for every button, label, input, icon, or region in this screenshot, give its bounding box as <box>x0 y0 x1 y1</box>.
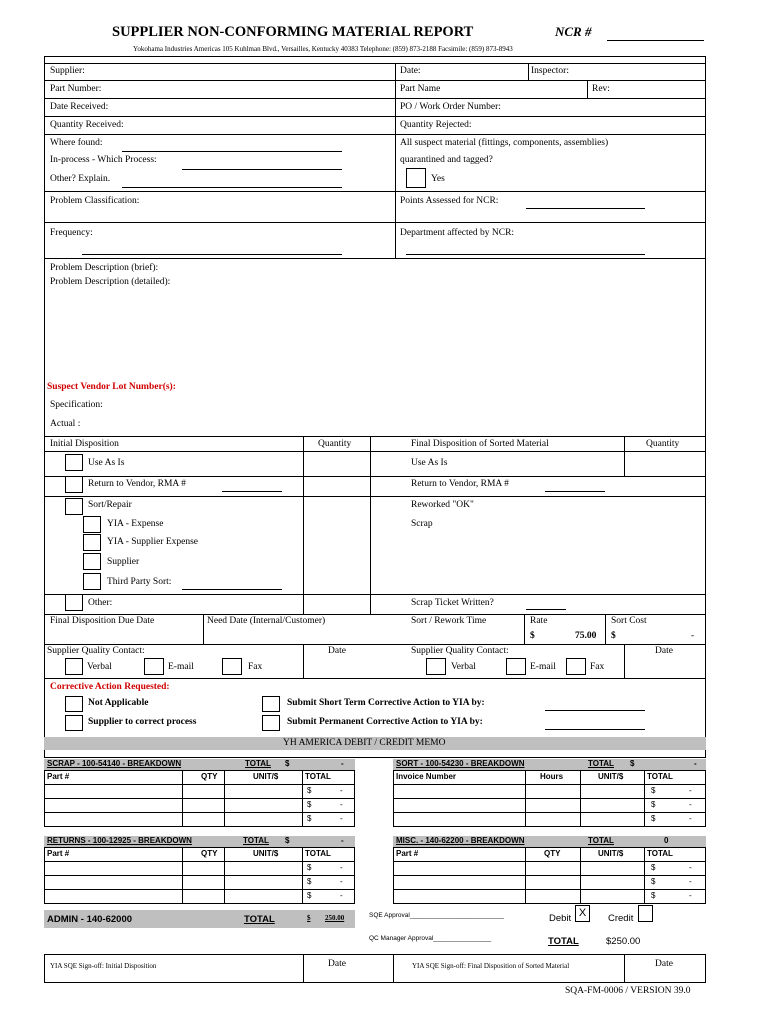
third-party-label: Third Party Sort: <box>107 577 172 587</box>
in-process-label: In-process - Which Process: <box>50 155 157 165</box>
sort-total-label: TOTAL <box>588 759 614 768</box>
debit-memo-title: YH AMERICA DEBIT / CREDIT MEMO <box>283 738 446 748</box>
problem-class-label: Problem Classification: <box>50 196 140 206</box>
rma-line[interactable] <box>222 491 282 492</box>
qc-approval[interactable]: QC Manager Approval________________ <box>369 935 492 942</box>
yia-supplier-expense-label: YIA - Supplier Expense <box>107 537 199 547</box>
final-signoff-date-label: Date <box>655 959 673 969</box>
yes-checkbox[interactable] <box>406 168 426 188</box>
sort-cost-currency: $ <box>611 631 616 641</box>
misc-col-unit: UNIT/$ <box>598 849 624 858</box>
corrective-action-title: Corrective Action Requested: <box>50 682 170 692</box>
desc-brief-label: Problem Description (brief): <box>50 263 159 273</box>
scrap-col-total: TOTAL <box>305 772 331 781</box>
sort-col-total: TOTAL <box>647 772 673 781</box>
return-vendor-checkbox[interactable] <box>65 476 83 493</box>
admin-total-currency: $ <box>307 914 311 922</box>
misc-total-value: 0 <box>664 836 669 845</box>
final-disposition-header: Final Disposition of Sorted Material <box>411 439 549 449</box>
frequency-label: Frequency: <box>50 228 93 238</box>
sort-title: SORT - 100-54230 - BREAKDOWN <box>396 759 525 768</box>
third-party-line[interactable] <box>182 589 282 590</box>
need-date-label: Need Date (Internal/Customer) <box>207 616 326 626</box>
final-email-checkbox[interactable] <box>506 658 526 675</box>
debit-checkbox[interactable]: X <box>575 905 590 922</box>
admin-title: ADMIN - 140-62000 <box>47 914 133 925</box>
sort-repair-checkbox[interactable] <box>65 498 83 515</box>
problem-class-line[interactable] <box>82 222 342 223</box>
short-term-checkbox[interactable] <box>262 696 280 712</box>
points-line[interactable] <box>526 208 645 209</box>
returns-total-label: TOTAL <box>243 836 269 845</box>
not-applicable-checkbox[interactable] <box>65 696 83 712</box>
sq-contact-label: Supplier Quality Contact: <box>47 646 145 656</box>
returns-row-cur: $ <box>307 863 312 872</box>
returns-col-unit: UNIT/$ <box>253 849 279 858</box>
sort-repair-label: Sort/Repair <box>88 500 132 510</box>
credit-label: Credit <box>608 913 634 924</box>
final-verbal-checkbox[interactable] <box>426 658 446 675</box>
permanent-line[interactable] <box>545 729 645 730</box>
misc-col-qty: QTY <box>544 849 561 858</box>
misc-row-val: - <box>689 863 692 872</box>
sort-col-invoice: Invoice Number <box>396 772 457 781</box>
returns-row-val: - <box>340 877 343 886</box>
other-explain-label: Other? Explain. <box>50 174 111 184</box>
due-date-label: Final Disposition Due Date <box>50 616 155 626</box>
grand-total-value: $250.00 <box>606 936 641 947</box>
sort-row-val: - <box>689 786 692 795</box>
scrap-total-currency: $ <box>285 759 290 768</box>
sqe-approval[interactable]: SQE Approval__________________________ <box>369 912 504 919</box>
email-label: E-mail <box>168 662 194 672</box>
final-fax-checkbox[interactable] <box>566 658 586 675</box>
fax-checkbox[interactable] <box>222 658 242 675</box>
sort-row-val: - <box>689 800 692 809</box>
credit-checkbox[interactable] <box>638 905 653 922</box>
quarantined-label: quarantined and tagged? <box>400 155 493 165</box>
returns-col-qty: QTY <box>201 849 218 858</box>
final-signoff-label: YIA SQE Sign-off: Final Disposition of Sorted Material <box>412 962 570 970</box>
actual-label: Actual : <box>50 419 81 429</box>
date-label: Date: <box>400 66 421 76</box>
sort-row-val: - <box>689 814 692 823</box>
initial-disposition-header: Initial Disposition <box>50 439 119 449</box>
scrap-col-qty: QTY <box>201 772 218 781</box>
inspector-label: Inspector: <box>531 66 569 76</box>
sort-col-hours: Hours <box>540 772 564 781</box>
quantity-header: Quantity <box>318 439 352 449</box>
use-as-is-label: Use As Is <box>88 458 125 468</box>
returns-title: RETURNS - 100-12925 - BREAKDOWN <box>47 836 192 845</box>
report-title: SUPPLIER NON-CONFORMING MATERIAL REPORT <box>112 24 474 40</box>
ncr-input-line[interactable] <box>607 40 704 41</box>
part-number-label: Part Number: <box>50 84 102 94</box>
department-line[interactable] <box>406 254 645 255</box>
return-vendor-label: Return to Vendor, RMA # <box>88 479 186 489</box>
scrap-total-value: - <box>341 759 344 768</box>
reworked-label: Reworked "OK" <box>411 500 474 510</box>
rev-label: Rev: <box>592 84 610 94</box>
scrap-col-part: Part # <box>47 772 70 781</box>
sort-time-label: Sort / Rework Time <box>411 616 487 626</box>
rate-value: 75.00 <box>575 631 597 641</box>
scrap-row-cur: $ <box>307 786 312 795</box>
specification-label: Specification: <box>50 400 103 410</box>
returns-row-val: - <box>340 891 343 900</box>
short-term-line[interactable] <box>545 710 645 711</box>
sort-total-value: - <box>694 759 697 768</box>
final-return-vendor-label: Return to Vendor, RMA # <box>411 479 509 489</box>
other-label: Other: <box>88 598 113 608</box>
verbal-checkbox[interactable] <box>65 658 83 675</box>
part-name-label: Part Name <box>400 84 441 94</box>
quantity-header-2: Quantity <box>646 439 680 449</box>
misc-total-label: TOTAL <box>588 836 614 845</box>
scrap-total-label: TOTAL <box>245 759 271 768</box>
returns-col-part: Part # <box>47 849 70 858</box>
sort-col-unit: UNIT/$ <box>598 772 624 781</box>
permanent-label: Submit Permanent Corrective Action to YIA by: <box>287 717 483 727</box>
scrap-row-cur: $ <box>307 814 312 823</box>
misc-col-total: TOTAL <box>647 849 673 858</box>
company-address: Yokohama Industries Americas 105 Kuhlman Blvd., Versailles, Kentucky 40383 Telephone: (859) 873-2188 Facsimile: (859) 873-8943 <box>133 45 513 53</box>
verbal-label: Verbal <box>87 662 112 672</box>
misc-row-val: - <box>689 891 692 900</box>
misc-title: MISC. - 140-62200 - BREAKDOWN <box>396 836 525 845</box>
returns-col-total: TOTAL <box>305 849 331 858</box>
final-rma-line[interactable] <box>545 491 605 492</box>
returns-row-val: - <box>340 863 343 872</box>
where-found-label: Where found: <box>50 138 103 148</box>
rate-label: Rate <box>530 616 548 626</box>
yia-expense-checkbox[interactable] <box>83 516 101 533</box>
sort-row-cur: $ <box>651 800 656 809</box>
sort-total-currency: $ <box>630 759 635 768</box>
po-label: PO / Work Order Number: <box>400 102 501 112</box>
other-explain-line[interactable] <box>122 187 342 188</box>
supplier-sort-label: Supplier <box>107 557 140 567</box>
fax-label: Fax <box>248 662 263 672</box>
qty-rejected-label: Quantity Rejected: <box>400 120 472 130</box>
sort-row-cur: $ <box>651 814 656 823</box>
initial-signoff-label: YIA SQE Sign-off: Initial Disposition <box>50 962 157 970</box>
admin-total-value: 250.00 <box>325 914 345 922</box>
grand-total-label: TOTAL <box>548 936 579 947</box>
misc-row-cur: $ <box>651 877 656 886</box>
misc-row-cur: $ <box>651 891 656 900</box>
sort-row-cur: $ <box>651 786 656 795</box>
lot-numbers-label: Suspect Vendor Lot Number(s): <box>47 382 176 392</box>
short-term-label: Submit Short Term Corrective Action to YIA by: <box>287 698 485 708</box>
misc-row-cur: $ <box>651 863 656 872</box>
yia-supplier-expense-checkbox[interactable] <box>83 534 101 551</box>
department-label: Department affected by NCR: <box>400 228 515 238</box>
scrap-row-cur: $ <box>307 800 312 809</box>
sort-cost-label: Sort Cost <box>611 616 647 626</box>
returns-row-cur: $ <box>307 891 312 900</box>
other-checkbox[interactable] <box>65 594 83 611</box>
date-received-label: Date Received: <box>50 102 109 112</box>
supplier-correct-checkbox[interactable] <box>65 715 83 731</box>
misc-col-part: Part # <box>396 849 419 858</box>
final-sq-contact-date-label: Date <box>655 646 673 656</box>
admin-total-label: TOTAL <box>244 914 275 925</box>
email-checkbox[interactable] <box>144 658 164 675</box>
scrap-label: Scrap <box>411 519 433 529</box>
supplier-correct-label: Supplier to correct process <box>88 717 197 727</box>
suspect-material-label: All suspect material (fittings, components, assemblies) <box>400 138 609 148</box>
supplier-checkbox[interactable] <box>83 553 101 570</box>
desc-detailed-label: Problem Description (detailed): <box>50 277 171 287</box>
final-use-as-is-label: Use As Is <box>411 458 448 468</box>
permanent-checkbox[interactable] <box>262 715 280 731</box>
where-found-line[interactable] <box>122 151 342 152</box>
scrap-row-val: - <box>340 800 343 809</box>
final-verbal-label: Verbal <box>451 662 476 672</box>
scrap-row-val: - <box>340 786 343 795</box>
yia-expense-label: YIA - Expense <box>107 519 164 529</box>
returns-total-value: - <box>341 836 344 845</box>
ncr-label: NCR # <box>555 24 592 39</box>
misc-row-val: - <box>689 877 692 886</box>
frequency-line[interactable] <box>82 254 342 255</box>
final-fax-label: Fax <box>590 662 605 672</box>
returns-total-currency: $ <box>285 836 290 845</box>
in-process-line[interactable] <box>182 169 342 170</box>
final-sq-contact-label: Supplier Quality Contact: <box>411 646 509 656</box>
scrap-row-val: - <box>340 814 343 823</box>
debit-label: Debit <box>549 913 572 924</box>
yes-label: Yes <box>431 174 445 184</box>
sq-contact-date-label: Date <box>328 646 346 656</box>
returns-row-cur: $ <box>307 877 312 886</box>
form-version: SQA-FM-0006 / VERSION 39.0 <box>565 986 691 996</box>
scrap-ticket-line[interactable] <box>526 609 566 610</box>
scrap-col-unit: UNIT/$ <box>253 772 279 781</box>
scrap-title: SCRAP - 100-54140 - BREAKDOWN <box>47 759 182 768</box>
sort-cost-value: - <box>691 631 695 641</box>
third-party-checkbox[interactable] <box>83 573 101 590</box>
final-email-label: E-mail <box>530 662 556 672</box>
qty-received-label: Quantity Received: <box>50 120 124 130</box>
use-as-is-checkbox[interactable] <box>65 454 83 471</box>
not-applicable-label: Not Applicable <box>88 698 149 708</box>
points-label: Points Assessed for NCR: <box>400 196 499 206</box>
supplier-label: Supplier: <box>50 66 85 76</box>
scrap-ticket-label: Scrap Ticket Written? <box>411 598 494 608</box>
rate-currency: $ <box>530 631 535 641</box>
initial-signoff-date-label: Date <box>328 959 346 969</box>
